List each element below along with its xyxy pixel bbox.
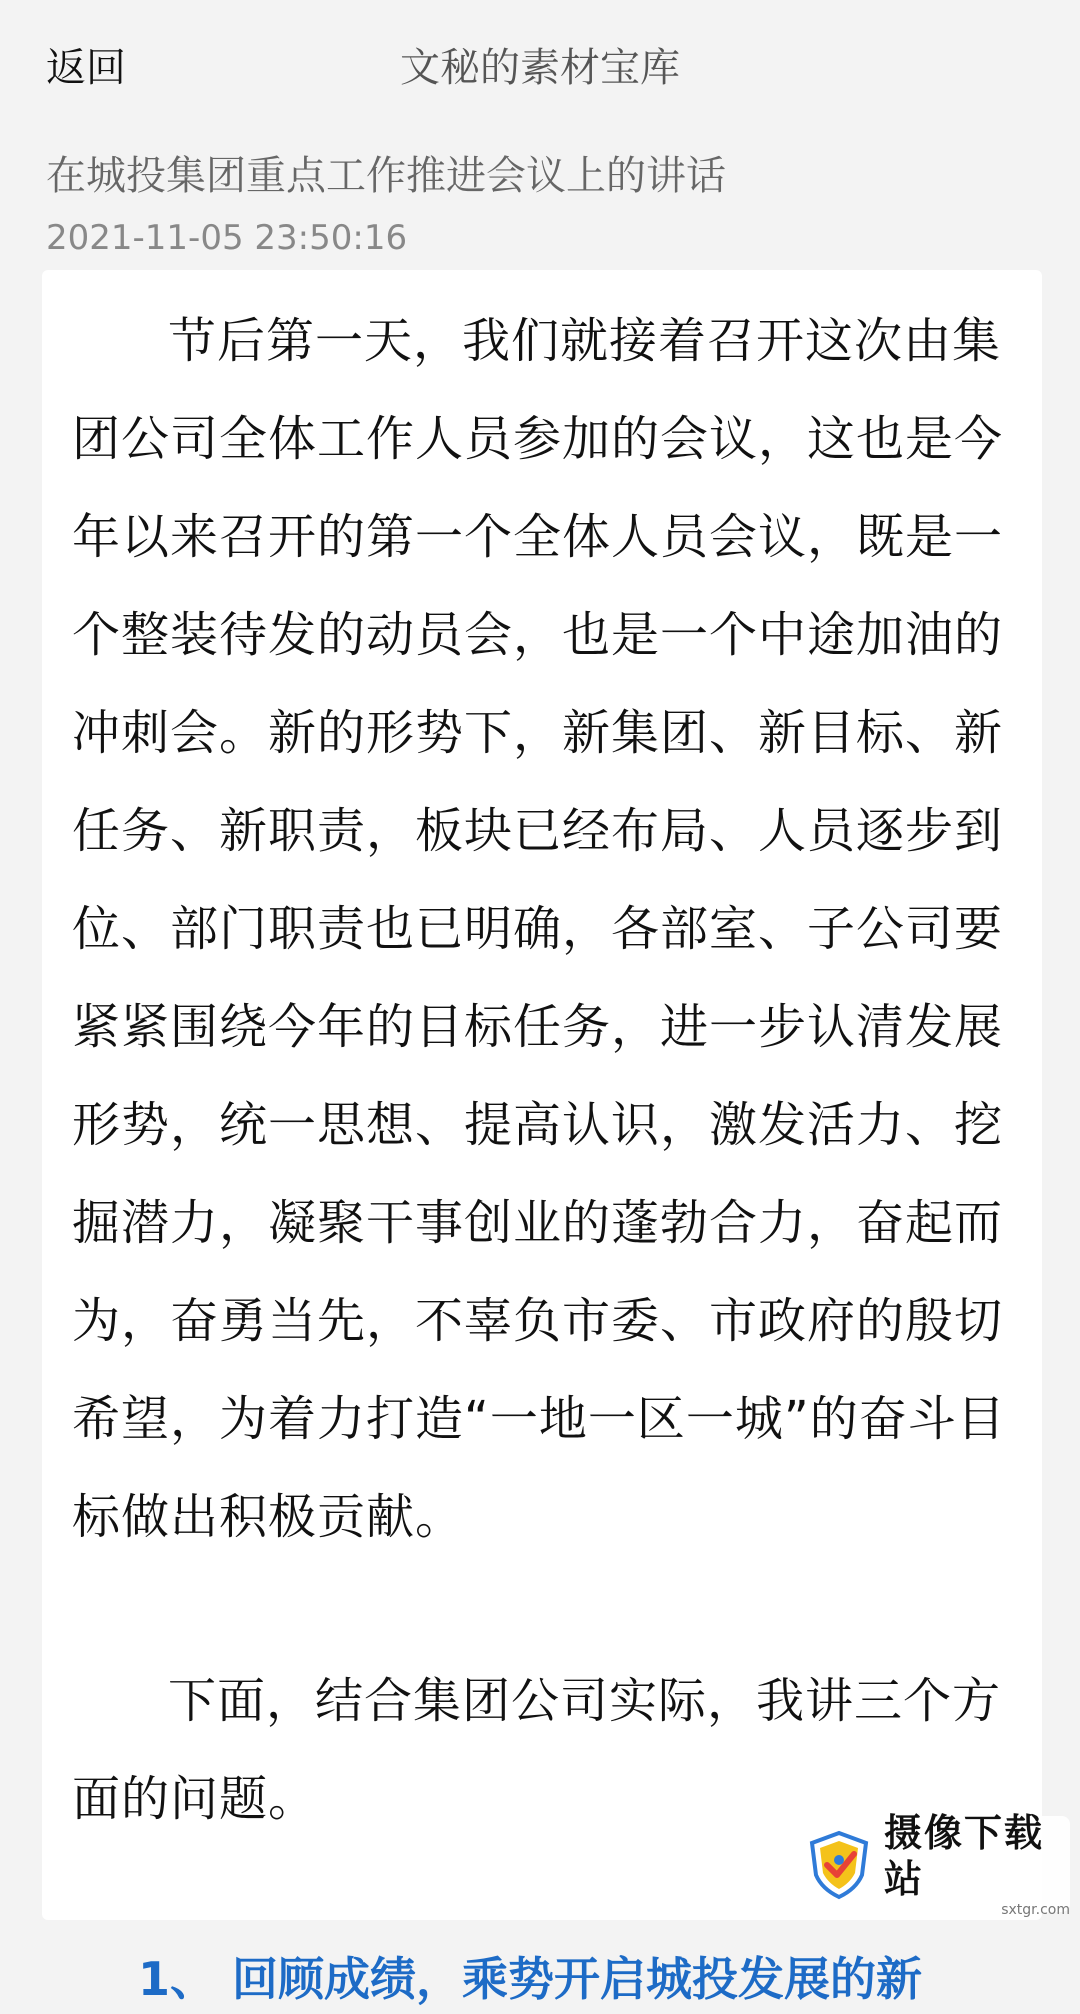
watermark-name: 摄像下载站 [884, 1811, 1045, 1901]
article-content-card[interactable] [42, 270, 1042, 2006]
article-title: 在城投集团重点工作推进会议上的讲话 [46, 153, 726, 199]
article-timestamp: 2021-11-05 23:50:16 [46, 218, 408, 258]
article-body [72, 292, 1012, 2014]
article-paragraph-1: 节后第一天，我们就接着召开这次由集团公司全体工作人员参加的会议，这也是今年以来召开的第一个全体人员会议，既是一个整装待发的动员会，也是一个中途加油的冲刺会。新的形势下，新集团、新目标、新任务、新职责，板块已经布局、人员逐步到位、部门职责也已明确，各部室、子公司要紧紧围绕今年的目标任务，进一步认清发展形势，统一思想、提高认识，激发活力、挖掘潜力，凝聚干事创业的蓬勃合力，奋起而为，奋勇当先，不辜负市委、市政府的殷切希望，为着力打造“一地一区一城”的奋斗目标做出积极贡献。 [72, 313, 1006, 1545]
camera-shield-icon [802, 1827, 876, 1901]
back-button[interactable]: 返回 [46, 45, 126, 91]
site-watermark [798, 1811, 1070, 1918]
app-title: 文秘的素材宝库 [400, 45, 680, 91]
section-heading: 1、 回顾成绩，乘势开启城投发展的新 [138, 1952, 923, 2006]
article-paragraph-2: 下面，结合集团公司实际，我讲三个方面的问题。 [72, 1673, 1002, 1827]
watermark-url: sxtgr.com [1001, 1902, 1070, 1918]
top-navigation-bar [0, 0, 1080, 134]
watermark-text [884, 1810, 1070, 1918]
article-header [46, 148, 1046, 260]
